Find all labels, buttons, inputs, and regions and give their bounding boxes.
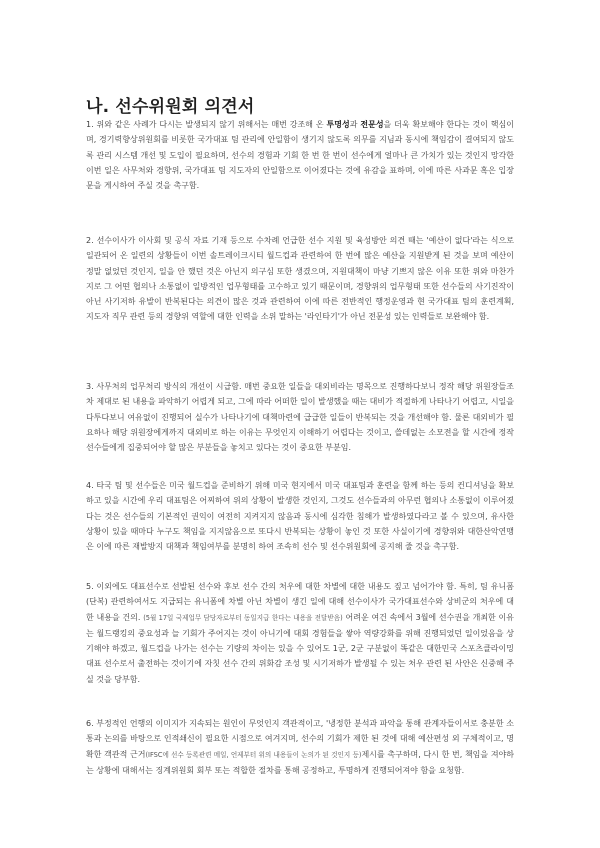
paragraph-6 [86, 716, 514, 778]
paragraph-3: 3. 사무처의 업무처리 방식의 개선이 시급함. 매번 중요한 일들을 대외비라는 명목으로 진행하다보니 정작 해당 위원장들조차 제대로 된 내용을 파악하기 어렵게 되고, 그에 따라 어떠한 일이 발생했을 때는 대비가 적절하게 나타나기 어렵고, 시일을 다투다보니 여유없이 진행되어 실수가 나타나기에 대책마련에 급급한 일들이 반복되는 것을 개선해야 함. 물론 대외비가 필요하나 해당 위원장에게까지 대외비로 하는 이유는 무엇인지 이해하기 어렵다는 것이고, 쓸데없는 소모전을 할 시간에 정작 선수들에게 집중되어야 할 많은 부분들을 놓치고 있다는 것이 중요한 부분임. [86, 382, 514, 453]
paragraph-1-text-a: 1. 위와 같은 사례가 다시는 발생되지 않기 위해서는 매번 강조해 온 [86, 120, 327, 129]
section-heading: 나. 선수위원회 의견서 [86, 97, 255, 117]
emphasis-expertise: 전문성 [360, 120, 384, 129]
paragraph-1-text-c: 과 [349, 120, 361, 129]
paragraph-6-note: (IFSC에 선수 등록관련 메일, 언제부터 위의 내용들이 논의가 된 것인지 등) [145, 750, 362, 759]
paragraph-4: 4. 타국 팀 및 선수들은 미국 월드컵을 준비하기 위해 미국 현지에서 미국 대표팀과 훈련을 함께 하는 등의 컨디셔닝을 확보하고 있을 시간에 우리 대표팀은 어찌하여 위의 상황이 발생한 것인지, 그것도 선수들과의 아무런 협의나 소통없이 이루어졌다는 것은 선수들의 기본적인 권익이 여전히 지켜지지 않음과 동시에 심각한 침해가 발생하였다라고 볼 수 있으며, 유사한 상황이 있을 때마다 누구도 책임을 지지않음으로 또다시 반복되는 상황이 놓인 것 또한 사실이기에 경향위와 대한산악연맹은 이에 따른 재발방지 대책과 책임여부를 분명히 하여 조속히 선수 및 선수위원회에 공지해 줄 것을 촉구함. [86, 481, 514, 552]
paragraph-6-text-a: 6. 부정적인 언행의 이미지가 지속되는 원인이 무엇인지 객관적이고, '냉정한 분석과 파악을 통해 관계자들이서로 충분한 소통과 논의를 바탕으로 인적쇄신이 필요한 시점으로 여겨지며, 선수의 기회가 제한 된 것에 대해 예산편성 외 구체적이고, 명확한 객관적 근거 [86, 719, 514, 759]
paragraph-5-text-a: 5. 이외에도 대표선수로 선발된 선수와 후보 선수 간의 처우에 대한 차별에 대한 내용도 짚고 넘어가야 함. 특히, 팀 유니폼(단복) 관련하여서도 지급되는 유니폼에 차별 아닌 차별이 생긴 일에 대해 선수이사가 국가대표선수와 상비군의 처우에 대한 내용을 건의. [86, 582, 514, 622]
emphasis-transparency: 투명성 [326, 120, 350, 129]
paragraph-5-text-b: 어려운 여건 속에서 3월에 선수권을 개최한 이유는 월드랭킹의 중요성과 늘 기회가 주어지는 것이 아니기에 대회 경험들을 쌓아 역량강화를 위해 진행되었던 일이었음을 상기해야 하겠고, 월드컵을 나가는 선수는 기량의 차이는 있을 수 있어도 1군, 2군 구분없이 똑같은 대한민국 스포츠클라이밍 대표 선수로서 출전하는 것이기에 자칫 선수 간의 위화감 조성 및 시기저하가 발생될 수 있는 처우 관련 된 사안은 신중해 주실 것을 당부함. [86, 612, 514, 684]
paragraph-6-text-b: 제시를 촉구하며, 다시 한 번, 책임을 져야하는 상황에 대해서는 징계위원회 회부 또는 적합한 절차를 통해 공정하고, 투명하게 진행되어져야 함을 요청함. [86, 749, 515, 775]
paragraph-1-text-d: 을 더욱 확보해야 한다는 것이 핵심이며, 경기력향상위원회를 비롯한 국가대표 팀 관리에 안일함이 생기지 않도록 의무를 지님과 동시에 책임감이 결여되지 않도록 관리 시스템 개선 및 도입이 필요하며, 선수의 경험과 기회 한 번 한 번이 선수에게 얼마나 큰 가치가 있는 것인지 망각한 이번 일은 사무처와 경향위, 국가대표 팀 지도자의 안일함으로 이어졌다는 것에 유감을 표하며, 이에 따른 사과문 혹은 입장문을 게시하여 주실 것을 촉구함. [86, 120, 514, 191]
paragraph-1 [86, 117, 514, 193]
paragraph-5 [86, 579, 514, 687]
paragraph-5-note: (5월 17일 국제업무 담당자로부터 동일지급 한다는 내용을 전달받음) [143, 613, 343, 622]
paragraph-2: 2. 선수이사가 이사회 및 공식 자료 기재 등으로 수차례 언급한 선수 지원 및 육성방안 의견 때는 '예산이 없다'라는 식으로 일관되어 온 일련의 상황들이 이번 솔트레이크시티 월드컵과 관련하여 한 번에 많은 예산을 지원받게 된 것을 보며 예산이 정말 없었던 것인지, 일을 안 했던 것은 아닌지 의구심 또한 생겼으며, 지원대책이 마냥 기쁘지 않은 이유 또한 위와 마찬가지로 그 어떤 협의나 소통없이 일방적인 업무형태를 고수하고 있기 때문이며, 경향위의 업무형태 또한 선수들의 사기진작이 아닌 사기저하 유발이 반복된다는 의견이 많은 것과 관련하여 이에 따른 전반적인 행정운영과 현 국가대표 팀의 훈련계획, 지도자 직무 관련 등의 경향위 역할에 대한 인력을 소위 말하는 '라인타기'가 아닌 전문성 있는 인력들로 보완해야 함. [86, 236, 514, 322]
